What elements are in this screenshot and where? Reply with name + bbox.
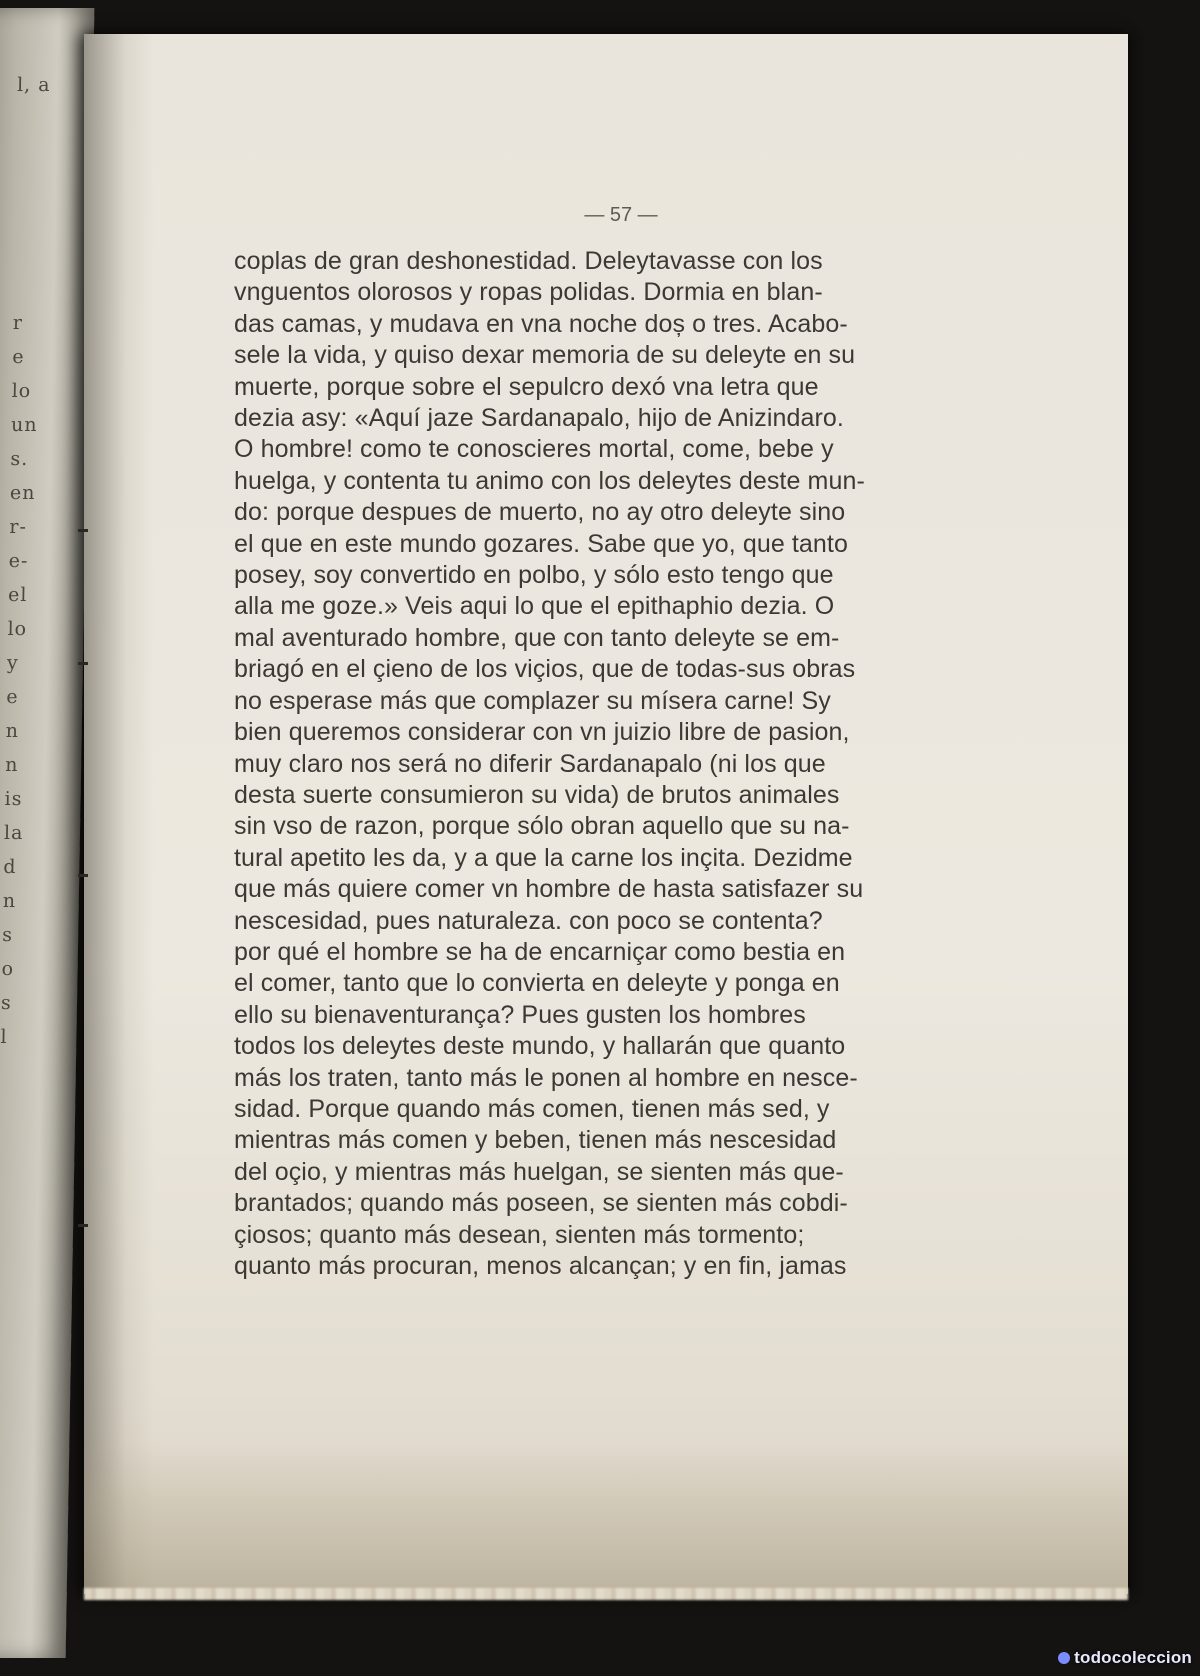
text-line: do: porque despues de muerto, no ay otro deleyte sino xyxy=(234,498,846,527)
text-line: briagó en el çieno de los viçios, que de todas-sus obras xyxy=(234,655,856,684)
text-line: del oçio, y mientras más huelgan, se sienten más que- xyxy=(234,1157,844,1186)
margin-mark xyxy=(78,529,88,532)
margin-mark xyxy=(78,874,88,877)
text-line: das camas, y mudava en vna noche doș o tres. Acabo- xyxy=(234,309,848,338)
text-line: todos los deleytes deste mundo, y hallarán que quanto xyxy=(234,1032,846,1061)
text-line: tural apetito les da, y a que la carne los inçita. Dezidme xyxy=(234,843,853,872)
previous-page-fragments: l, a r e lo un s. en r- e- el lo y e n n is la d n s o s l xyxy=(0,74,51,1048)
text-line: vnguentos olorosos y ropas polidas. Dormia en blan- xyxy=(234,278,823,307)
page-number: — 57 — xyxy=(584,204,658,226)
previous-page-edge xyxy=(0,8,94,1658)
text-line: ello su bienaventurança? Pues gusten los hombres xyxy=(234,1000,806,1029)
text-line: desta suerte consumieron su vida) de brutos animales xyxy=(234,780,840,809)
text-line: çiosos; quanto más desean, sienten más tormento; xyxy=(234,1220,805,1249)
text-line: más los traten, tanto más le ponen al hombre en nesce- xyxy=(234,1063,858,1092)
margin-mark xyxy=(78,662,88,665)
text-line: por qué el hombre se ha de encarniçar como bestia en xyxy=(234,937,846,966)
page-rough-edge xyxy=(84,1588,1128,1600)
text-line: O hombre! como te conoscieres mortal, come, bebe y xyxy=(234,435,834,464)
text-line: sin vso de razon, porque sólo obran aquello que su na- xyxy=(234,812,850,841)
text-line: huelga, y contenta tu animo con los deleytes deste mun- xyxy=(234,466,865,495)
text-line: el que en este mundo gozares. Sabe que yo, que tanto xyxy=(234,529,848,558)
site-watermark xyxy=(1058,1648,1192,1668)
page-body-text xyxy=(234,246,865,1282)
book-page xyxy=(84,34,1128,1594)
text-line: dezia asy: «Aquí jaze Sardanapalo, hijo de Anizindaro. xyxy=(234,404,844,433)
text-line: brantados; quando más poseen, se sienten más cobdi- xyxy=(234,1189,848,1218)
text-line: muy claro nos será no diferir Sardanapalo (ni los que xyxy=(234,749,826,778)
text-line: mientras más comen y beben, tienen más nescesidad xyxy=(234,1126,837,1155)
text-line: nescesidad, pues naturaleza. con poco se contenta? xyxy=(234,906,823,935)
text-line: alla me goze.» Veis aqui lo que el epithaphio dezia. O xyxy=(234,592,835,621)
page-stain xyxy=(84,1444,1128,1594)
text-line: sele la vida, y quiso dexar memoria de su deleyte en su xyxy=(234,341,856,370)
text-line: que más quiere comer vn hombre de hasta satisfazer su xyxy=(234,875,864,904)
text-line: quanto más procuran, menos alcançan; y en fin, jamas xyxy=(234,1252,847,1280)
margin-mark xyxy=(78,1224,88,1227)
watermark-logo-icon xyxy=(1058,1652,1070,1664)
text-line: mal aventurado hombre, que con tanto deleyte se em- xyxy=(234,623,840,652)
text-line: no esperase más que complazer su mísera carne! Sy xyxy=(234,686,831,715)
watermark-label: todocoleccion xyxy=(1074,1648,1192,1667)
text-line: posey, soy convertido en polbo, y sólo esto tengo que xyxy=(234,561,834,590)
text-line: el comer, tanto que lo convierta en deleyte y ponga en xyxy=(234,969,840,998)
text-line: sidad. Porque quando más comen, tienen más sed, y xyxy=(234,1094,830,1123)
text-line: coplas de gran deshonestidad. Deleytavasse con los xyxy=(234,247,823,275)
text-line: muerte, porque sobre el sepulcro dexó vna letra que xyxy=(234,372,819,401)
text-line: bien queremos considerar con vn juizio libre de pasion, xyxy=(234,718,850,747)
